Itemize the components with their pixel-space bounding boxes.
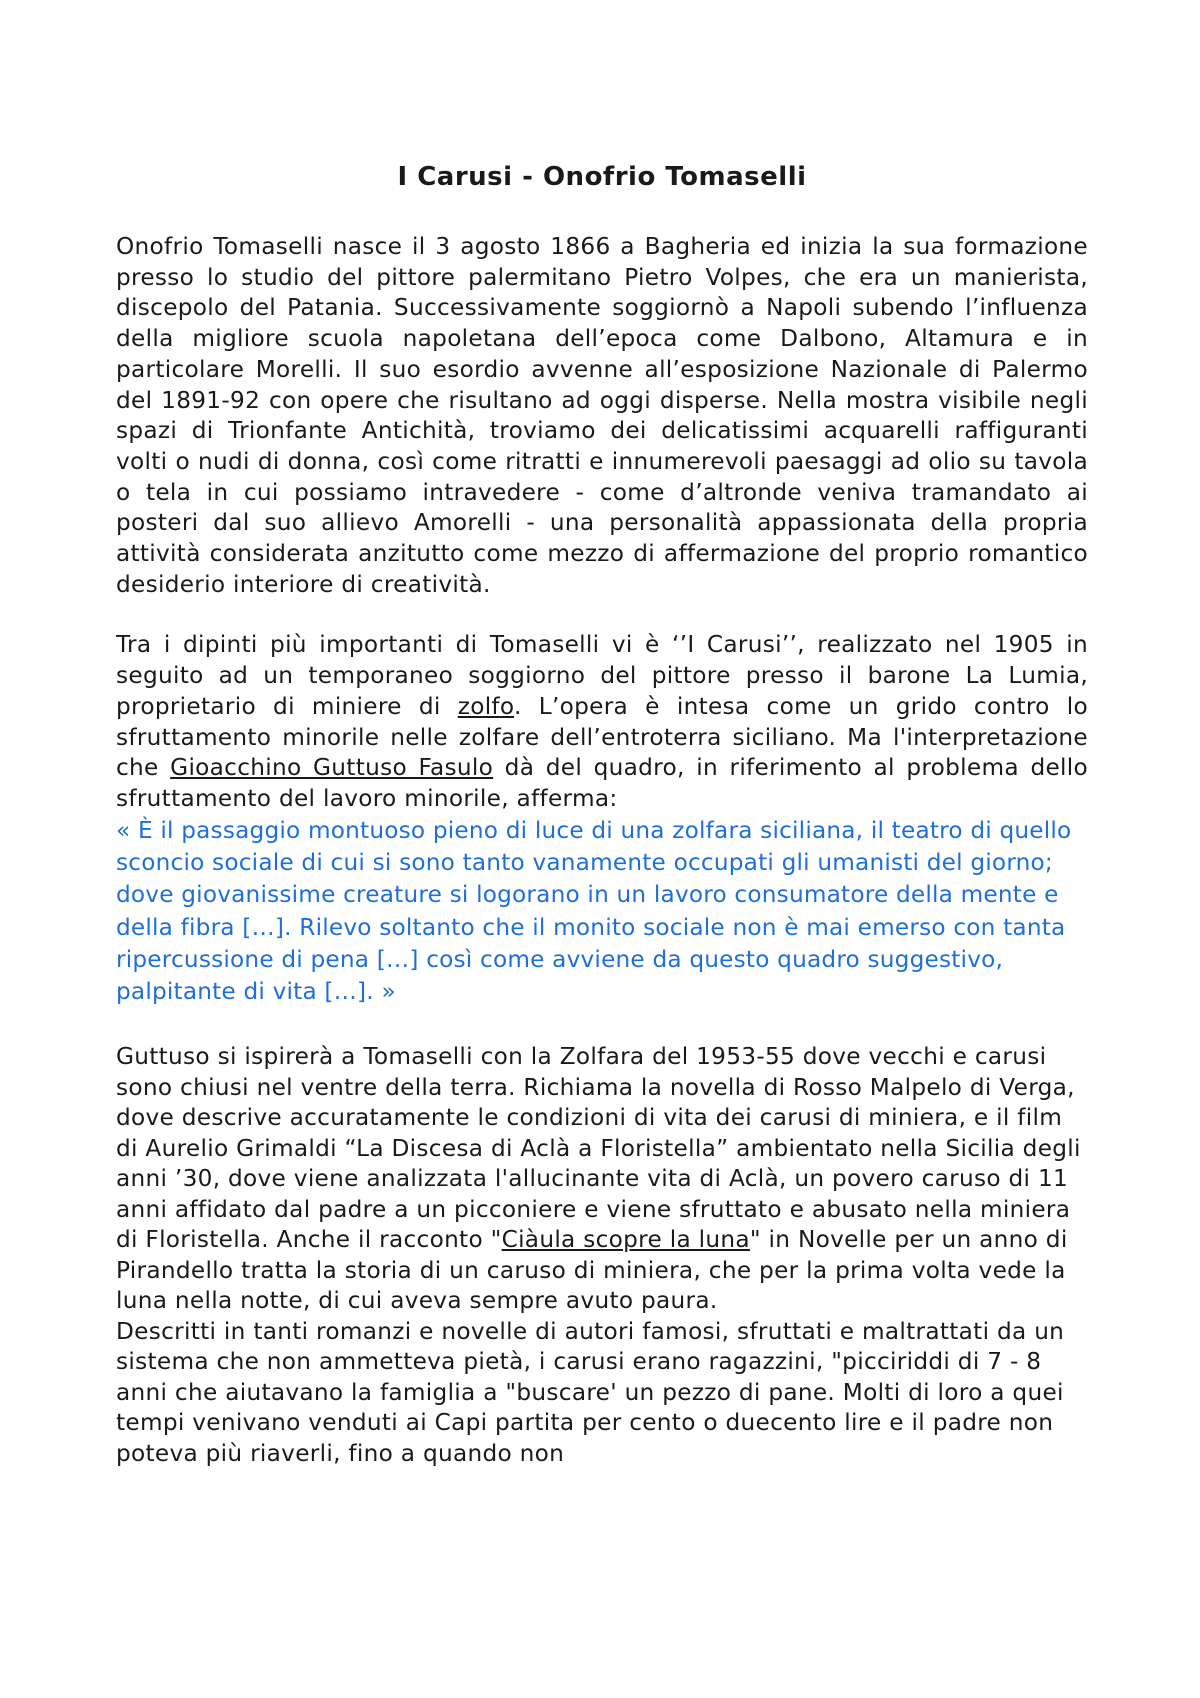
link-gioacchino-guttuso-fasulo[interactable]: Gioacchino Guttuso Fasulo bbox=[170, 754, 494, 782]
paragraph-text: Guttuso si ispirerà a Tomaselli con la Zolfara del 1953-55 dove vecchi e carusi sono chiusi nel ventre della terra. Richiama la novella di Rosso Malpelo di Verga, dove descrive accuratamente le condizioni di vita dei carusi di miniera, e il film di Aurelio Grimaldi “La Discesa di Aclà a Floristella” ambientato nella Sicilia degli anni ’30, dove viene analizzata l'allucinante vita di Aclà, un povero caruso di 11 anni affidato dal padre a un picconiere e viene sfruttato e abusato nella miniera di Floristella. Anche il racconto " bbox=[116, 1043, 1081, 1254]
paragraph-text: . L’opera è intesa come un grido contro lo sfruttamento minorile nelle zolfare dell’entroterra siciliano. Ma l'interpretazione che bbox=[116, 692, 1089, 782]
link-zolfo[interactable]: zolfo bbox=[457, 692, 514, 720]
paragraph-text: " in Novelle per un anno di Pirandello tratta la storia di un caruso di miniera, che per la prima volta vede la luna nella notte, di cui aveva sempre avuto paura. bbox=[116, 1226, 1068, 1315]
paragraph-i-carusi bbox=[116, 630, 1088, 814]
paragraph-biography: Onofrio Tomaselli nasce il 3 agosto 1866 a Bagheria ed inizia la sua formazione presso lo studio del pittore palermitano Pietro Volpes, che era un manierista, discepolo del Patania. Successivamente soggiornò a Napoli subendo l’influenza della migliore scuola napoletana dell’epoca come Dalbono, Altamura e in particolare Morelli. Il suo esordio avvenne all’esposizione Nazionale di Palermo del 1891-92 con opere che risultano ad oggi disperse. Nella mostra visibile negli spazi di Trionfante Antichità, troviamo dei delicatissimi acquarelli raffiguranti volti o nudi di donna, così come ritratti e innumerevoli paesaggi ad olio su tavola o tela in cui possiamo intravedere - come d’altronde veniva tramandato ai posteri dal suo allievo Amorelli - una personalità appassionata della propria attività considerata anzitutto come mezzo di affermazione del proprio romantico desiderio interiore di creatività. bbox=[116, 233, 1088, 598]
paragraph-guttuso bbox=[116, 1042, 1088, 1469]
document-page bbox=[116, 160, 1088, 1469]
link-ciaula-scopre-la-luna[interactable]: Ciàula scopre la luna bbox=[501, 1226, 750, 1254]
paragraph-text: dà del quadro, in riferimento al problema dello sfruttamento del lavoro minorile, afferma: bbox=[116, 754, 1088, 812]
document-title: I Carusi - Onofrio Tomaselli bbox=[397, 162, 807, 192]
paragraph-text: Descritti in tanti romanzi e novelle di autori famosi, sfruttati e maltrattati da un sistema che non ammetteva pietà, i carusi erano ragazzini, "picciriddi di 7 - 8 anni che aiutavano la famiglia a "buscare' un pezzo di pane. Molti di loro a quei tempi venivano venduti ai Capi partita per cento o duecento lire e il padre non poteva più riaverli, fino a quando non bbox=[116, 1317, 1065, 1467]
paragraph-text: Tra i dipinti più importanti di Tomaselli vi è ‘’I Carusi’’, realizzato nel 1905 in seguito ad un temporaneo soggiorno del pittore presso il barone La Lumia, proprietario di miniere di bbox=[116, 631, 1088, 720]
quote-block: « È il passaggio montuoso pieno di luce di una zolfara siciliana, il teatro di quello sconcio sociale di cui si sono tanto vanamente occupati gli umanisti del giorno; dove giovanissime creature si logorano in un lavoro consumatore della mente e della fibra […]. Rilevo soltanto che il monito sociale non è mai emerso con tanta ripercussione di pena […] così come avviene da questo quadro suggestivo, palpitante di vita […]. » bbox=[116, 816, 1072, 1006]
